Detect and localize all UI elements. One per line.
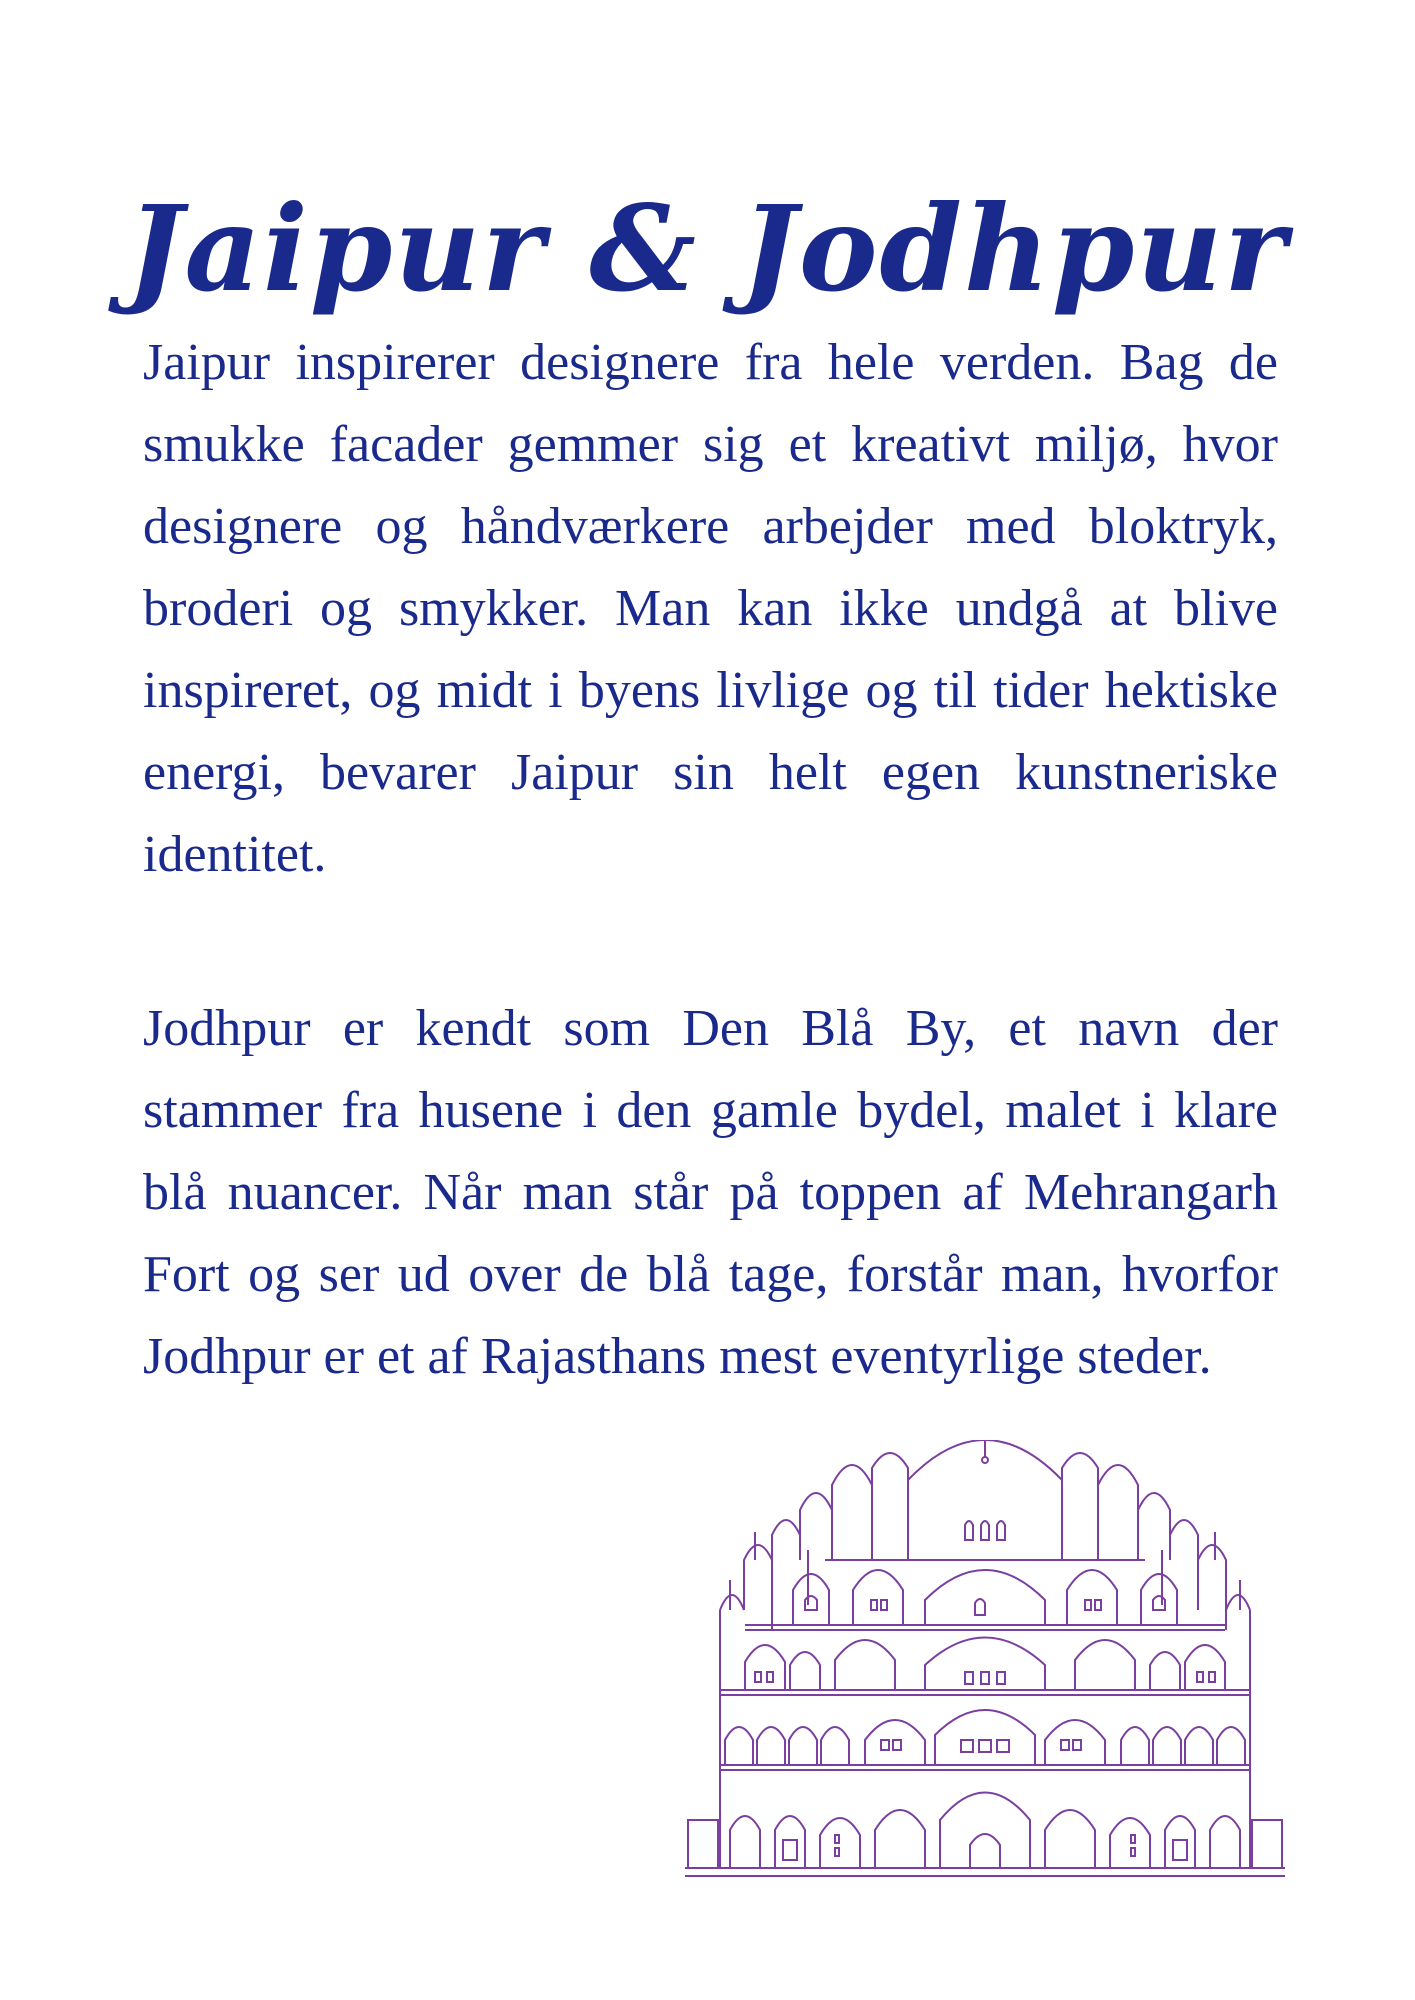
paragraph-jaipur: Jaipur inspirerer designere fra hele verden. Bag de smukke facader gemmer sig et kreativt miljø, hvor designere og håndværkere arbejder med bloktryk, broderi og smykker. Man kan ikke undgå at blive inspireret, og midt i byens livlige og til tider hektiske energi, bevarer Jaipur sin helt egen kunstneriske identitet. bbox=[143, 334, 1278, 883]
page-title: Jaipur & Jodhpur bbox=[126, 179, 1289, 319]
hawa-mahal-palace-icon bbox=[685, 1440, 1285, 1878]
paragraph-jodhpur: Jodhpur er kendt som Den Blå By, et navn der stammer fra husene i den gamle bydel, malet i klare blå nuancer. Når man står på toppen af Mehrangarh Fort og ser ud over de blå tage, forstår man, hvorfor Jodhpur er et af Rajasthans mest eventyrlige steder. bbox=[143, 1000, 1278, 1385]
